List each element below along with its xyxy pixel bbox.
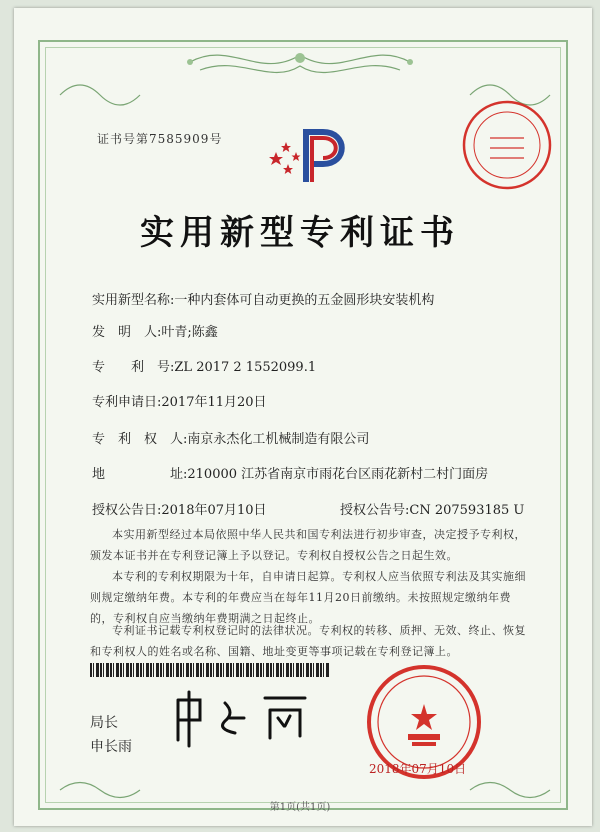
agency-seal-stamp — [460, 98, 555, 193]
address-value: 210000 江苏省南京市雨花台区雨花新村二村门面房 — [187, 467, 489, 482]
patent-office-logo — [268, 122, 358, 192]
paragraph-term: 本专利的专利权期限为十年，自申请日起算。专利权人应当依照专利法及其实施细则规定缴纳年费。本专利的年费应当在每年11月20日前缴纳。未按照规定缴纳年费的，专利权自应当缴纳年费期满之日起终止。 — [90, 570, 526, 625]
address-label: 地 址: — [92, 467, 188, 482]
patent-number-label: 专 利 号: — [92, 360, 175, 375]
page-number: 第1页(共1页) — [269, 802, 331, 813]
application-date-row — [92, 391, 267, 410]
grant-date-value: 2018年07月10日 — [161, 503, 267, 518]
utility-model-name-row — [92, 289, 434, 308]
director-title: 局长 — [90, 715, 118, 731]
certificate-number: 证书号第7585909号 — [97, 132, 223, 146]
utility-model-name-value: 一种内套体可自动更换的五金圆形块安装机构 — [174, 293, 435, 308]
patentee-label: 专 利 权 人: — [92, 432, 188, 447]
address-row — [92, 463, 488, 482]
director-signature — [170, 688, 320, 748]
grant-number-label: 授权公告号: — [340, 503, 410, 518]
certificate-title: 实用新型专利证书 — [140, 213, 460, 253]
paragraph-grant: 本实用新型经过本局依照中华人民共和国专利法进行初步审查，决定授予专利权，颁发本证书并在专利登记簿上予以登记。专利权自授权公告之日起生效。 — [90, 528, 526, 562]
grant-number-value: CN 207593185 U — [409, 503, 525, 518]
patent-number-value: ZL 2017 2 1552099.1 — [174, 360, 317, 375]
seal-date: 2018年07月10日 — [369, 762, 467, 776]
inventor-row — [92, 321, 218, 340]
utility-model-name-label: 实用新型名称: — [92, 293, 175, 308]
barcode — [90, 663, 330, 677]
patentee-row — [92, 428, 369, 447]
application-date-value: 2017年11月20日 — [161, 395, 267, 410]
director-name: 申长雨 — [90, 739, 132, 755]
paragraph-records: 专利证书记载专利权登记时的法律状况。专利权的转移、质押、无效、终止、恢复和专利权人的姓名或名称、国籍、地址变更等事项记载在专利登记簿上。 — [90, 624, 526, 658]
patent-number-row — [92, 356, 316, 375]
grant-number-row — [340, 499, 524, 518]
patentee-value: 南京永杰化工机械制造有限公司 — [187, 432, 370, 447]
application-date-label: 专利申请日: — [92, 395, 162, 410]
grant-date-label: 授权公告日: — [92, 503, 162, 518]
grant-date-row — [92, 499, 267, 518]
inventor-label: 发 明 人: — [92, 325, 162, 340]
inventor-value: 叶青;陈鑫 — [161, 325, 218, 340]
